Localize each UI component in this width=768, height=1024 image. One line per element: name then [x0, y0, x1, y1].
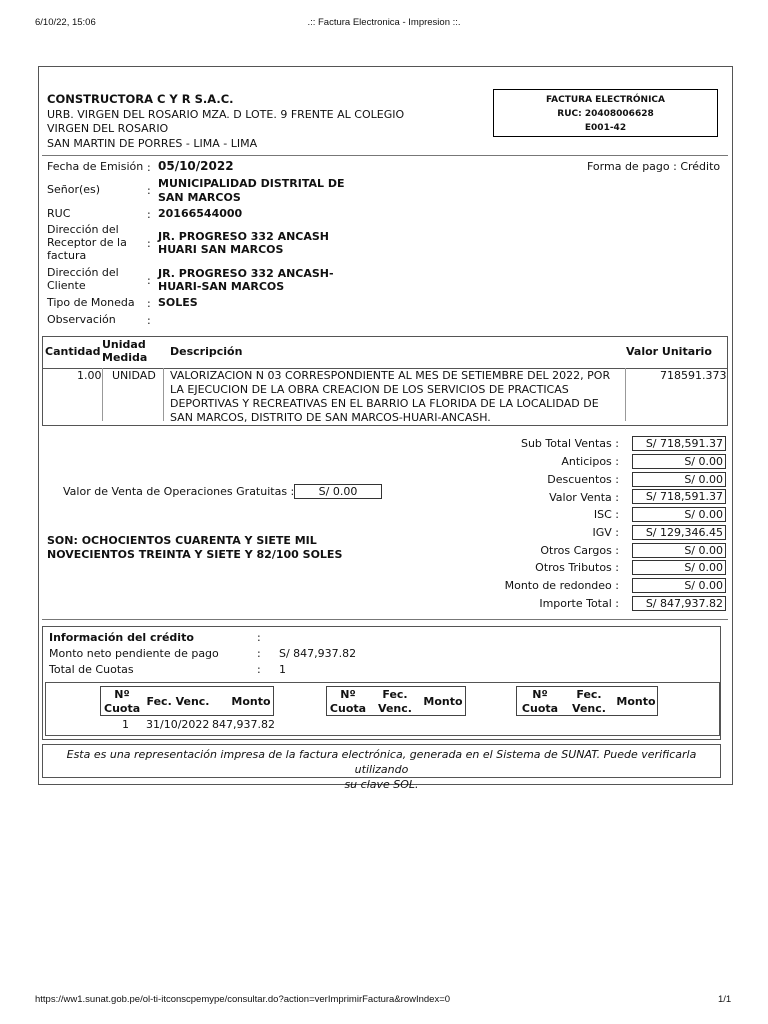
- dir-receptor-value-2: HUARI SAN MARCOS: [158, 243, 284, 256]
- credito-title: Información del crédito: [49, 631, 194, 644]
- total-value: S/ 718,591.37: [632, 436, 726, 451]
- header-unidad-2: Medida: [102, 351, 148, 364]
- cuota-monto-header: Monto: [616, 695, 656, 708]
- emisor-address-line2: VIRGEN DEL ROSARIO: [47, 122, 169, 135]
- total-value: S/ 0.00: [632, 507, 726, 522]
- total-value: S/ 129,346.45: [632, 525, 726, 540]
- moneda-value: SOLES: [158, 296, 198, 309]
- item-desc-4: SAN MARCOS, DISTRITO DE SAN MARCOS-HUARI-ANCASH.: [170, 411, 491, 424]
- forma-pago: Forma de pago : Crédito: [587, 160, 721, 173]
- colon: :: [257, 631, 261, 644]
- dir-cliente-label-2: Cliente: [47, 279, 86, 292]
- total-label: Anticipos :: [561, 455, 619, 468]
- colon: :: [147, 184, 151, 197]
- total-value: S/ 0.00: [632, 472, 726, 487]
- legal-note-line1: Esta es una representación impresa de la factura electrónica, generada en el Sistema de SUNAT. Puede verificarla utilizando: [66, 748, 697, 776]
- total-label: Otros Cargos :: [540, 544, 619, 557]
- gratuitas-label: Valor de Venta de Operaciones Gratuitas :: [63, 485, 295, 498]
- colon: :: [257, 647, 261, 660]
- print-datetime: 6/10/22, 15:06: [35, 17, 96, 28]
- cuota-fec-header: Fec. Venc.: [146, 695, 210, 708]
- cuota-fec-header-2: Venc.: [572, 702, 606, 715]
- header-unidad-1: Unidad: [102, 338, 146, 351]
- item-desc-2: LA EJECUCION DE LA OBRA CREACION DE LOS SERVICIOS DE PRACTICAS: [170, 383, 569, 396]
- colon: :: [147, 314, 151, 327]
- senor-value-1: MUNICIPALIDAD DISTRITAL DE: [158, 177, 345, 190]
- total-label: Importe Total :: [539, 597, 619, 610]
- total-cuotas-label: Total de Cuotas: [49, 663, 134, 676]
- item-desc-1: VALORIZACION N 03 CORRESPONDIENTE AL MES DE SETIEMBRE DEL 2022, POR: [170, 369, 611, 382]
- cuota-no-header-1: Nº: [114, 688, 130, 701]
- dir-receptor-label-1: Dirección del: [47, 223, 119, 236]
- total-value: S/ 847,937.82: [632, 596, 726, 611]
- cuota-no-header-2: Cuota: [329, 702, 367, 715]
- legal-note: [42, 744, 721, 791]
- dir-cliente-value-2: HUARI-SAN MARCOS: [158, 280, 285, 293]
- gratuitas-value: S/ 0.00: [294, 484, 382, 499]
- cuota-row-fecha: 31/10/2022: [146, 718, 210, 731]
- cuota-no-header-2: Cuota: [104, 702, 141, 715]
- total-label: Valor Venta :: [549, 491, 619, 504]
- item-valor-unitario: 718591.373: [660, 369, 727, 382]
- items-col-divider: [163, 368, 164, 421]
- cuota-monto-header: Monto: [423, 695, 463, 708]
- print-page-title: .:: Factura Electronica - Impresion ::.: [307, 17, 461, 28]
- legal-note-line2: su clave SOL.: [344, 778, 419, 791]
- document-type: FACTURA ELECTRÓNICA: [546, 95, 665, 105]
- cuota-monto-header: Monto: [231, 695, 271, 708]
- items-col-divider: [102, 368, 103, 421]
- header-valor-unitario: Valor Unitario: [626, 345, 712, 358]
- ruc-label: RUC: [47, 207, 71, 220]
- ruc-value: 20166544000: [158, 207, 243, 220]
- total-value: S/ 0.00: [632, 578, 726, 593]
- dir-cliente-label-1: Dirección del: [47, 266, 119, 279]
- senor-value-2: SAN MARCOS: [158, 191, 241, 204]
- fecha-label: Fecha de Emisión: [47, 160, 144, 173]
- emisor-ruc: RUC: 20408006628: [557, 109, 654, 119]
- items-col-divider: [625, 368, 626, 421]
- document-number: E001-42: [584, 123, 627, 133]
- cuota-no-header-1: Nº: [532, 688, 548, 701]
- senor-label: Señor(es): [47, 183, 101, 196]
- total-value: S/ 0.00: [632, 454, 726, 469]
- header-cantidad: Cantidad: [45, 345, 101, 358]
- dir-cliente-value-1: JR. PROGRESO 332 ANCASH-: [158, 267, 334, 280]
- dir-receptor-label-2: Receptor de la: [47, 236, 127, 249]
- moneda-label: Tipo de Moneda: [47, 296, 135, 309]
- total-label: IGV :: [592, 526, 619, 539]
- cuota-fec-header-1: Fec.: [382, 688, 408, 701]
- colon: :: [257, 663, 261, 676]
- header-descripcion: Descripción: [170, 345, 243, 358]
- monto-pendiente-value: S/ 847,937.82: [279, 647, 357, 660]
- dir-receptor-label-3: factura: [47, 249, 87, 262]
- print-url: https://ww1.sunat.gob.pe/ol-ti-itconscpemype/consultar.do?action=verImprimirFactura&rowIndex=0: [35, 994, 451, 1005]
- emisor-address-line3: SAN MARTIN DE PORRES - LIMA - LIMA: [47, 137, 258, 150]
- document-id-box: [493, 89, 718, 137]
- cuota-no-header-2: Cuota: [521, 702, 559, 715]
- total-label: Sub Total Ventas :: [520, 437, 619, 450]
- total-value: S/ 718,591.37: [632, 489, 726, 504]
- fecha-value: 05/10/2022: [158, 159, 234, 173]
- dir-receptor-value-1: JR. PROGRESO 332 ANCASH: [158, 230, 329, 243]
- colon: :: [147, 237, 151, 250]
- print-page-number: 1/1: [718, 994, 732, 1005]
- observacion-label: Observación: [47, 313, 116, 326]
- emisor-name: CONSTRUCTORA C Y R S.A.C.: [47, 92, 234, 106]
- total-value: S/ 0.00: [632, 543, 726, 558]
- total-cuotas-value: 1: [279, 663, 286, 676]
- emisor-address-line1: URB. VIRGEN DEL ROSARIO MZA. D LOTE. 9 FRENTE AL COLEGIO: [47, 108, 405, 121]
- item-unidad: UNIDAD: [112, 369, 156, 382]
- cuota-fec-header-1: Fec.: [576, 688, 602, 701]
- colon: :: [147, 208, 151, 221]
- cuota-row-monto: 847,937.82: [212, 718, 275, 731]
- total-label: Otros Tributos :: [535, 561, 619, 574]
- total-label: Descuentos :: [547, 473, 619, 486]
- cuota-row-no: 1: [122, 718, 129, 731]
- total-value: S/ 0.00: [632, 560, 726, 575]
- total-label: ISC :: [593, 508, 619, 521]
- colon: :: [147, 297, 151, 310]
- total-label: Monto de redondeo :: [504, 579, 619, 592]
- son-line2: NOVECIENTOS TREINTA Y SIETE Y 82/100 SOLES: [47, 548, 343, 561]
- item-desc-3: DEPORTIVAS Y RECREATIVAS EN EL BARRIO LA FLORIDA DE LA LOCALIDAD DE: [170, 397, 599, 410]
- cuota-no-header-1: Nº: [340, 688, 356, 701]
- cuota-fec-header-2: Venc.: [378, 702, 412, 715]
- colon: :: [147, 274, 151, 287]
- son-line1: SON: OCHOCIENTOS CUARENTA Y SIETE MIL: [47, 534, 317, 547]
- monto-pendiente-label: Monto neto pendiente de pago: [49, 647, 219, 660]
- item-cantidad: 1.00: [77, 369, 102, 382]
- divider: [42, 619, 728, 620]
- colon: :: [147, 161, 151, 174]
- divider: [42, 155, 728, 156]
